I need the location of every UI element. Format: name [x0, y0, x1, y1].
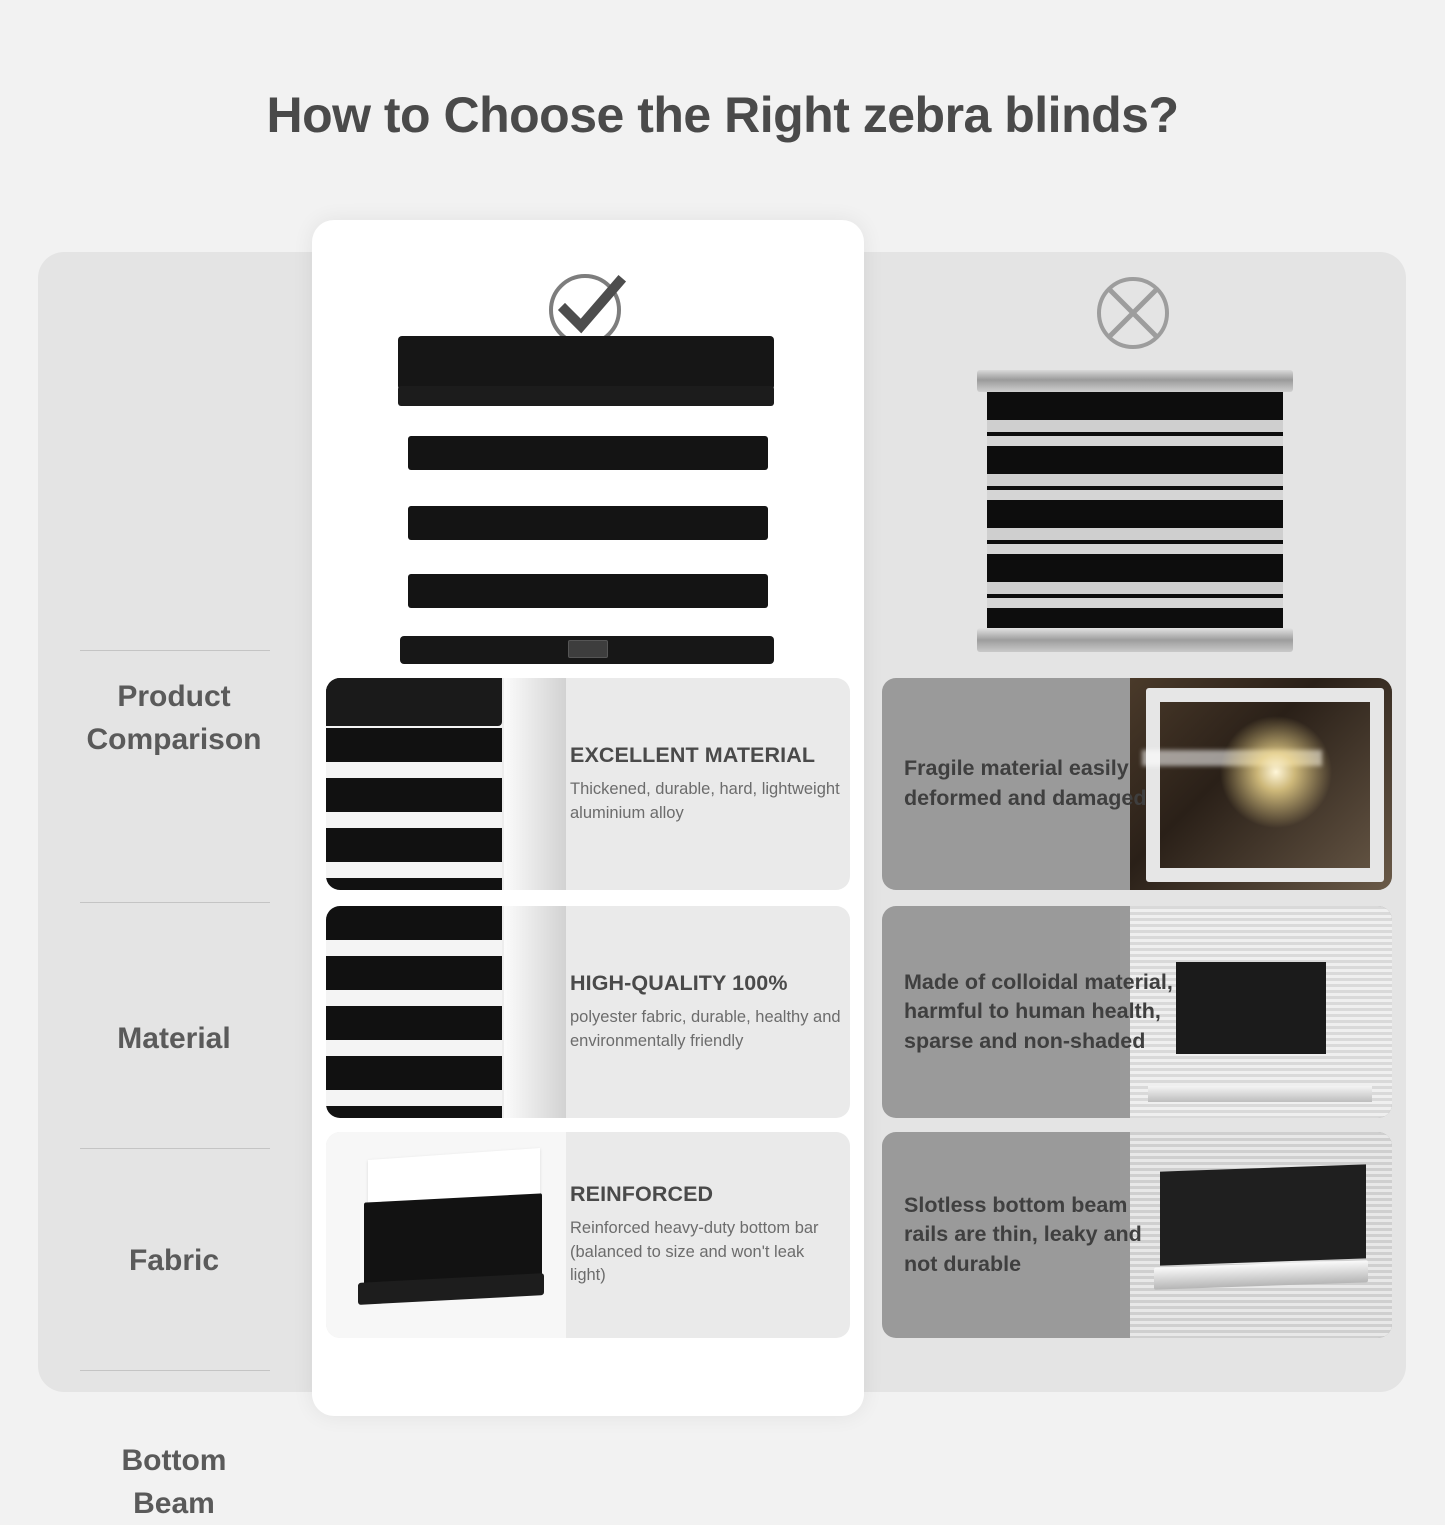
row-label-bottom-beam — [38, 1440, 310, 1525]
bottom-bar — [400, 636, 774, 664]
card-heading: Made of colloidal material, harmful to human health, sparse and non-shaded — [904, 969, 1173, 1053]
fabric-thumbnail — [326, 906, 566, 1118]
card-heading: HIGH-QUALITY 100% — [570, 971, 788, 996]
row-label-bottom-beam-line1: Bottom — [121, 1444, 227, 1477]
bad-feature-card-material — [882, 678, 1392, 890]
cross-circle-icon — [1088, 268, 1178, 358]
bottom-bar-tab — [568, 640, 608, 658]
headrail — [977, 370, 1293, 392]
bad-hero-image — [977, 370, 1293, 652]
card-body: Reinforced heavy-duty bottom bar (balanced to size and won't leak light) — [570, 1219, 819, 1285]
row-divider — [80, 650, 270, 651]
card-heading: Slotless bottom beam rails are thin, leaky and not durable — [904, 1192, 1142, 1276]
bad-feature-card-fabric — [882, 906, 1392, 1118]
bottom-bar — [977, 628, 1293, 652]
zebra-fabric — [987, 392, 1283, 628]
page-title: How to Choose the Right zebra blinds? — [266, 87, 1179, 143]
blind-slat — [408, 506, 768, 540]
row-label-product-comparison-line1: Product — [117, 680, 231, 713]
good-feature-card-fabric — [326, 906, 850, 1118]
good-feature-card-bottom-beam — [326, 1132, 850, 1338]
row-label-bottom-beam-line2: Beam — [133, 1486, 215, 1520]
row-divider — [80, 902, 270, 903]
card-body: Thickened, durable, hard, lightweight aluminium alloy — [570, 780, 840, 822]
row-label-column — [38, 252, 310, 1520]
card-heading: EXCELLENT MATERIAL — [570, 743, 816, 768]
headrail — [398, 336, 774, 390]
good-hero-image — [394, 336, 782, 672]
blind-slat — [408, 574, 768, 608]
good-feature-card-material — [326, 678, 850, 890]
card-heading: REINFORCED — [570, 1182, 714, 1207]
bottom-bar-thumbnail — [326, 1132, 566, 1338]
card-body: polyester fabric, durable, healthy and environmentally friendly — [570, 1008, 841, 1050]
row-divider — [80, 1148, 270, 1149]
row-label-fabric: Fabric — [128, 1244, 220, 1277]
row-label-product-comparison — [38, 676, 310, 761]
row-label-material: Material — [117, 1022, 231, 1055]
row-divider — [80, 1370, 270, 1371]
row-label-product-comparison-line2: Comparison — [86, 722, 262, 756]
blind-slat — [408, 436, 768, 470]
window-blind-thumbnail — [326, 678, 566, 890]
card-heading: Fragile material easily deformed and damaged — [904, 756, 1147, 810]
bad-feature-card-bottom-beam — [882, 1132, 1392, 1338]
